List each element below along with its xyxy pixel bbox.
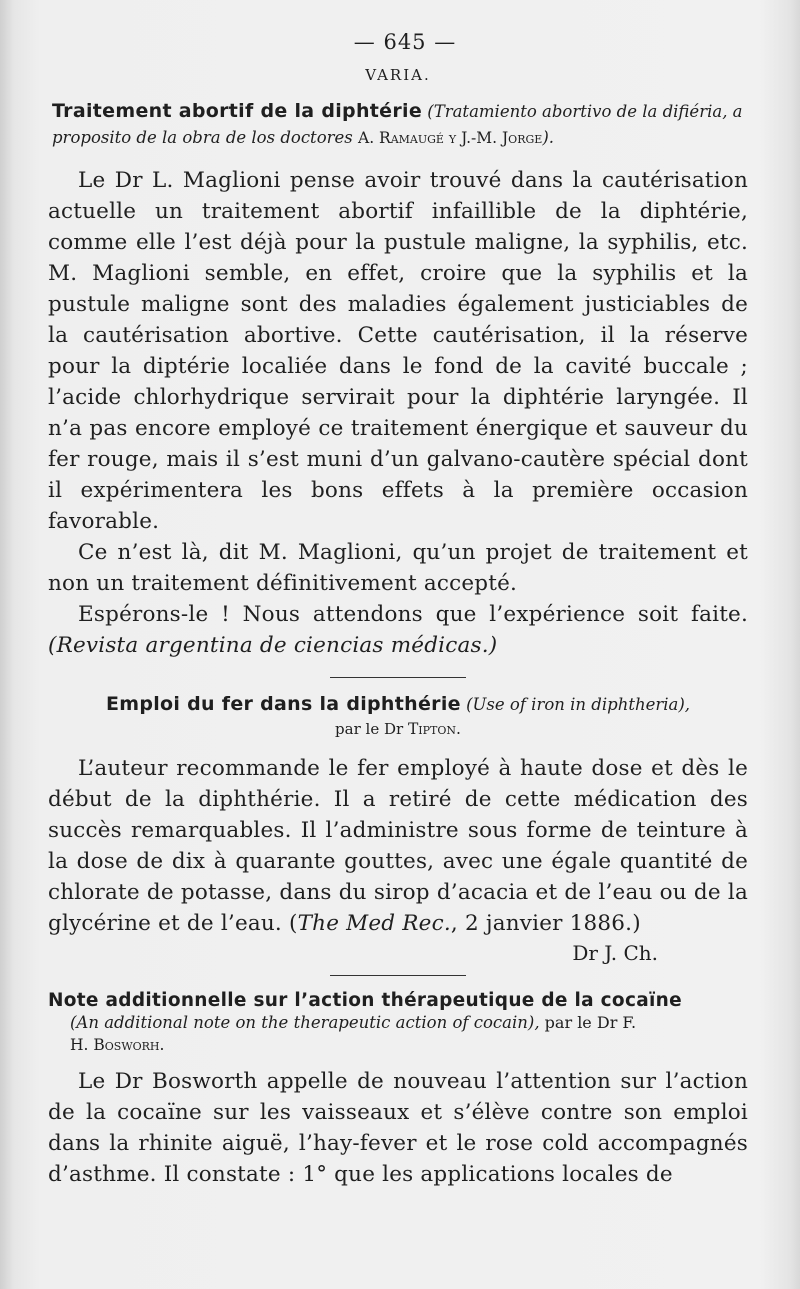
article2-paragraph (48, 753, 748, 939)
article1-subtitle-open: ( (427, 102, 434, 121)
article2-cite-date: , 2 janvier 1886.) (450, 911, 641, 936)
article3-subtitle: (An additional note on the therapeutic action of cocain), (70, 1013, 540, 1032)
article1-subtitle-close: ). (542, 128, 554, 147)
article1-source: (Revista argentina de ciencias médicas.) (48, 633, 498, 658)
section-divider-2 (330, 975, 466, 976)
article2-byline (48, 717, 748, 741)
article2-signature: Dr J. Ch. (572, 941, 658, 965)
article1-heading (52, 98, 748, 151)
article2-byline-name: Tipton. (407, 720, 461, 738)
article1-body (48, 165, 748, 661)
article2-heading (48, 692, 748, 741)
article3-subline (48, 1012, 748, 1034)
article1-paragraph-3 (48, 599, 748, 661)
article2-paragraph-text: L’auteur recommande le fer employé à haute dose et dès le début de la diphthérie. Il a retiré de cette médication des succès remarquables. Il l’administre sous forme de teinture à la dose de dix à quarante gouttes, avec une égale quantité de chlorate de potasse, dans du sirop d’acacia et de l’eau ou de la glycérine et de l’eau. (48, 756, 748, 936)
article2-byline-prefix: par le Dr (335, 720, 404, 738)
article3-byline-prefix: par le Dr F. (544, 1013, 637, 1032)
article2-body (48, 753, 748, 939)
article3-body (48, 1066, 748, 1190)
article2-title: Emploi du fer dans la diphthérie (105, 693, 461, 715)
article3-title: Note additionnelle sur l’action thérapeutique de la cocaïne (48, 990, 682, 1011)
article2-subtitle: (Use of iron in diphtheria), (466, 695, 691, 714)
article1-paragraph-1: Le Dr L. Maglioni pense avoir trouvé dans la cautérisation actuelle un traitement abortif infaillible de la diphtérie, comme elle l’est déjà pour la pustule maligne, la syphilis, etc. M. Maglioni semble, en effet, croire que la syphilis et la pustule maligne sont des maladies également justiciables de la cautérisation abortive. Cette cautérisation, il la réserve pour la diptérie localiée dans le fond de la cavité buccale ; l’acide chlorhydrique servirait pour la diphtérie laryngée. Il n’a pas encore employé ce traitement énergique et sauveur du fer rouge, mais il s’est muni d’un galvano-cautère spécial dont il expérimentera les bons effets à la première occasion favorable. (48, 168, 748, 534)
article1-closing-text: Espérons-le ! Nous attendons que l’expérience soit faite. (78, 602, 748, 627)
article3-byline-name: H. Bosworh. (70, 1036, 165, 1054)
article2-cite-open: ( (289, 911, 298, 936)
article1-subtitle-text: Tratamiento abortivo de la difiéria, a proposito de la obra de los doctores (52, 102, 743, 147)
page-number: — 645 — (353, 30, 457, 54)
article3-paragraph: Le Dr Bosworth appelle de nouveau l’attention sur l’action de la cocaïne sur les vaisseaux et s’élève contre son emploi dans la rhinite aiguë, l’hay-fever et le rose cold accompagnés d’asthme. Il constate : 1° que les applications locales de (48, 1069, 748, 1187)
article2-cite-journal: The Med Rec. (297, 911, 451, 936)
text-column (48, 30, 748, 1190)
article1-paragraph-2: Ce n’est là, dit M. Maglioni, qu’un projet de traitement et non un traitement définitivement accepté. (48, 540, 748, 596)
article1-title: Traitement abortif de la diphtérie (52, 100, 423, 122)
article1-authors: A. Ramaugé y J.-M. Jorge (358, 129, 543, 147)
section-divider (330, 677, 466, 678)
article3-heading (48, 990, 748, 1056)
section-rubric: VARIA. (365, 66, 431, 84)
